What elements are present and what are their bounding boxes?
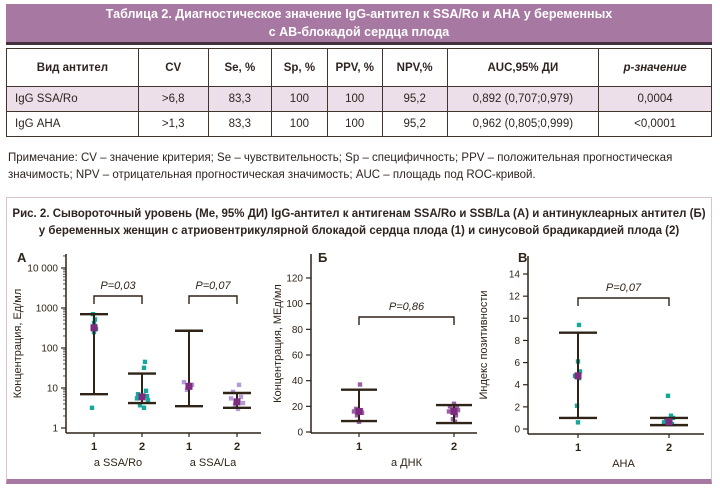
group-label: а ДНК <box>391 457 422 469</box>
y-tick-label: 8 <box>514 335 520 347</box>
y-tick-label: 80 <box>291 324 303 336</box>
median-marker <box>186 383 193 390</box>
table-col-header-2: Se, % <box>208 49 271 87</box>
y-tick-label: 0 <box>514 424 520 436</box>
x-category-label: 2 <box>665 442 673 454</box>
significance-bracket <box>94 296 142 304</box>
x-category-label: 1 <box>574 442 582 454</box>
table-cell: 0,892 (0,707;0,979) <box>447 87 599 112</box>
data-point <box>358 382 362 386</box>
p-value-label: P=0,86 <box>388 301 425 313</box>
y-tick-label: 40 <box>291 376 303 388</box>
table-cell: 95,2 <box>382 87 447 112</box>
table-cell: >6,8 <box>138 87 208 112</box>
median-marker <box>234 398 241 405</box>
y-axis-title: Концентрация, МЕд/мл <box>272 284 284 403</box>
data-point <box>577 323 581 327</box>
y-tick-label: 4 <box>514 380 520 392</box>
data-point <box>237 383 241 387</box>
panel-letter: В <box>518 250 528 265</box>
table-cell: >1,3 <box>138 112 208 137</box>
data-point <box>146 398 150 402</box>
y-tick-label: 1 <box>52 423 58 435</box>
data-point <box>90 406 94 410</box>
x-category-label: 2 <box>138 441 146 453</box>
table-cell: 100 <box>272 112 328 137</box>
table-title-line1: Таблица 2. Диагностическое значение IgG-антител к SSA/Ro и АНА у беременных <box>105 6 613 21</box>
table-title-line2: с АВ-блокадой сердца плода <box>268 25 450 39</box>
table-col-header-0: Вид антител <box>7 49 139 87</box>
table-cell: IgG SSA/Ro <box>7 87 139 112</box>
figure-caption-line2: у беременных женщин с атриовентрикулярной блокадой сердца плода (1) и синусовой брадикардией плода (2) <box>38 225 680 238</box>
plot-panel-b <box>271 242 483 474</box>
group-label: а SSA/Ro <box>93 457 143 469</box>
table-cell: 83,3 <box>208 87 271 112</box>
table-note: Примечание: CV – значение критерия; Se – чувствительность; Sp – специфичность; PPV – положительная прогностическая значимость; NPV – отрицательная прогностическая значимость; AUC – площадь под ROC-кривой. <box>8 152 673 182</box>
median-marker <box>451 408 458 415</box>
y-tick-label: 100 <box>286 299 303 311</box>
significance-bracket <box>359 317 454 325</box>
group-label: а SSA/La <box>189 457 237 469</box>
table-col-header-3: Sp, % <box>272 49 328 87</box>
y-tick-label: 10 <box>508 313 520 325</box>
y-tick-label: 1000 <box>35 303 58 315</box>
table-cell: 0,962 (0,805;0,999) <box>447 112 599 137</box>
y-tick-label: 10 <box>46 383 58 395</box>
y-tick-label: 0 <box>297 427 303 439</box>
y-tick-label: 20 <box>291 401 303 413</box>
table-col-header-1: CV <box>138 49 208 87</box>
p-value-label: P=0,07 <box>605 282 642 294</box>
table-cell: IgG АНА <box>7 112 139 137</box>
data-point <box>142 406 146 410</box>
p-value-label: P=0,03 <box>100 280 136 292</box>
data-point <box>143 360 147 364</box>
panel-letter: Б <box>318 250 328 265</box>
data-point <box>666 394 670 398</box>
table-cell: <0,0001 <box>599 112 712 137</box>
median-marker <box>91 324 98 331</box>
x-category-label: 2 <box>450 441 458 453</box>
median-marker <box>356 408 363 415</box>
x-category-label: 1 <box>355 441 363 453</box>
table-row <box>7 87 712 112</box>
table-col-header-5: NPV,% <box>382 49 447 87</box>
figure-caption <box>7 206 711 241</box>
table-cell: 100 <box>327 112 382 137</box>
y-tick-label: 10 000 <box>27 263 58 275</box>
significance-bracket <box>189 296 237 304</box>
table-header-row <box>7 49 712 87</box>
data-point <box>241 401 245 405</box>
median-marker <box>575 372 582 379</box>
x-category-label: 2 <box>233 441 241 453</box>
y-tick-label: 60 <box>291 350 303 362</box>
plot-panel-v <box>477 242 715 474</box>
figure-caption-line1: Рис. 2. Сывороточный уровень (Ме, 95% ДИ) IgG-антител к антигенам SSA/Ro и SSB/La (А) и антинуклеарных антител (Б) <box>12 208 706 220</box>
data-point <box>576 420 580 424</box>
figure-2 <box>6 197 712 484</box>
table-title <box>6 4 712 45</box>
y-tick-label: 120 <box>286 273 303 285</box>
table-cell: 0,0004 <box>599 87 712 112</box>
y-axis-title: Индекс позитивности <box>478 290 490 400</box>
table-row <box>7 112 712 137</box>
table-cell: 100 <box>327 87 382 112</box>
x-category-label: 1 <box>185 441 193 453</box>
x-category-label: 1 <box>90 441 98 453</box>
table-col-header-6: AUC,95% ДИ <box>447 49 599 87</box>
table-col-header-7: p-значение <box>599 49 712 87</box>
significance-bracket <box>578 298 669 306</box>
median-marker <box>139 393 146 400</box>
table-cell: 100 <box>272 87 328 112</box>
data-point <box>144 389 148 393</box>
y-tick-label: 6 <box>514 358 520 370</box>
table-col-header-4: PPV, % <box>327 49 382 87</box>
y-tick-label: 100 <box>41 343 58 355</box>
y-tick-label: 14 <box>508 269 520 281</box>
median-marker <box>666 418 673 425</box>
y-tick-label: 2 <box>514 402 520 414</box>
table-cell: 83,3 <box>208 112 271 137</box>
y-tick-label: 12 <box>508 291 520 303</box>
plot-panel-a <box>9 242 271 474</box>
panel-letter: А <box>17 250 27 265</box>
data-point <box>229 396 233 400</box>
p-value-label: P=0,07 <box>195 280 231 292</box>
antibody-diagnostics-table <box>6 48 712 137</box>
data-point <box>142 366 146 370</box>
table-cell: 95,2 <box>382 112 447 137</box>
y-axis-title: Концентрация, Ед/мл <box>12 288 24 399</box>
group-label: АНА <box>612 458 635 470</box>
